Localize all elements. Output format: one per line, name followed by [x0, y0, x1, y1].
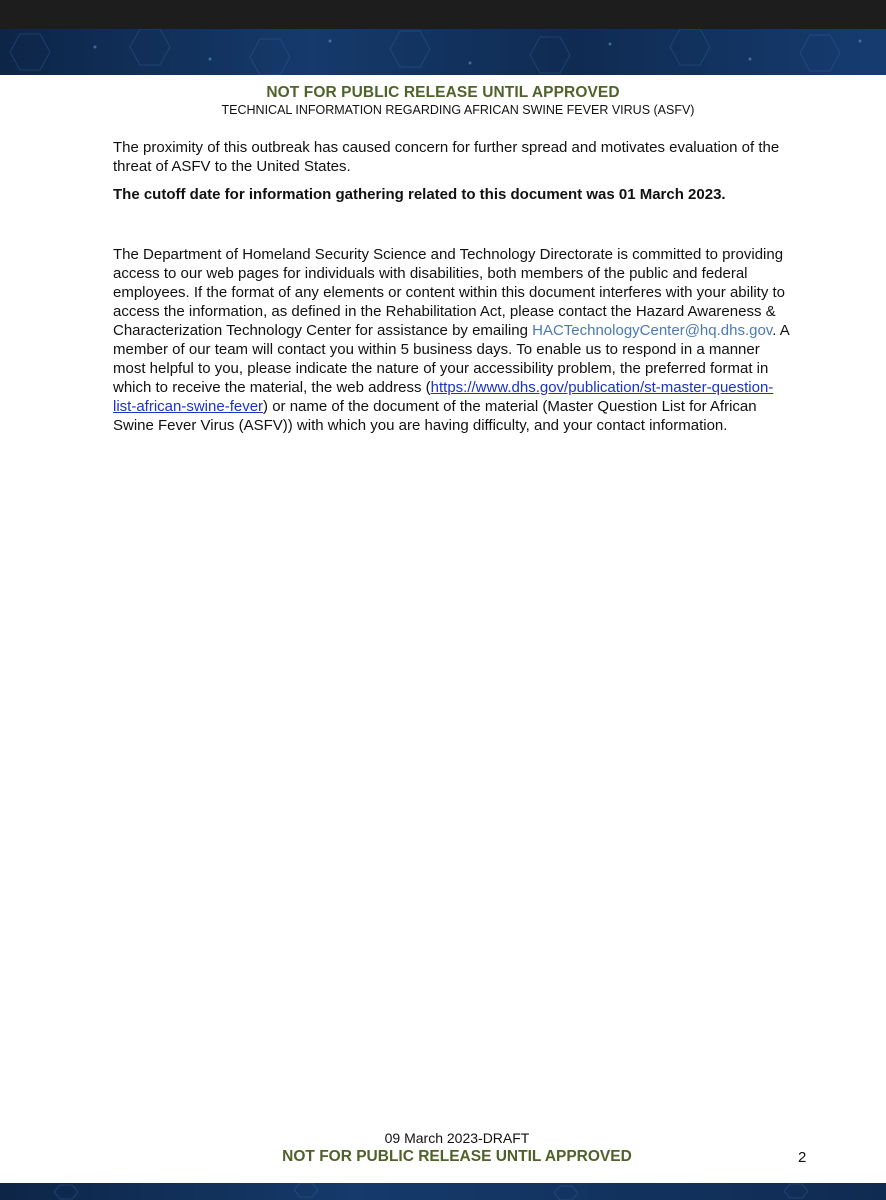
paragraph-proximity: The proximity of this outbreak has caused concern for further spread and motivates evaluation of the threat of ASFV to the United States.: [113, 139, 780, 175]
footer-hex-pattern: [0, 1183, 886, 1200]
accessibility-paragraph: [113, 245, 793, 435]
header-subtitle: TECHNICAL INFORMATION REGARDING AFRICAN SWINE FEVER VIRUS (ASFV): [221, 103, 695, 117]
accessibility-text-1: The Department of Homeland Security Science and Technology Directorate is committed to providing access to our web pages for individuals with disabilities, both members of the public and federal employees. If the format of any elements or content within this document interferes with your ability to access the information, as defined in the Rehabilitation Act, please contact the Hazard Awareness & Characterization Technology Center for assistance by emailing: [113, 246, 785, 339]
header-banner: [0, 29, 886, 75]
banner-hex-pattern: [0, 29, 886, 75]
email-link[interactable]: HACTechnologyCenter@hq.dhs.gov: [532, 322, 773, 339]
top-black-bar: [0, 0, 886, 29]
accessibility-text-3: ) or name of the document of the material (Master Question List for African Swine Fever Virus (ASFV)) with which you are having difficulty, and your contact information.: [113, 398, 757, 434]
accessibility-text-2: . A member of our team will contact you within 5 business days. To enable us to respond in a manner most helpful to you, please indicate the nature of your accessibility problem, the preferred format in which to receive the material, the web address (: [113, 322, 789, 396]
header-release-notice: NOT FOR PUBLIC RELEASE UNTIL APPROVED: [266, 84, 620, 101]
page-number: 2: [798, 1149, 807, 1166]
cutoff-date-statement: The cutoff date for information gathering related to this document was 01 March 2023.: [113, 186, 726, 203]
publication-url-link[interactable]: https://www.dhs.gov/publication/st-master-question-list-african-swine-fever: [113, 379, 774, 415]
footer-release-notice: NOT FOR PUBLIC RELEASE UNTIL APPROVED: [282, 1148, 632, 1165]
footer-date: 09 March 2023-DRAFT: [384, 1130, 530, 1146]
footer-banner: [0, 1183, 886, 1200]
